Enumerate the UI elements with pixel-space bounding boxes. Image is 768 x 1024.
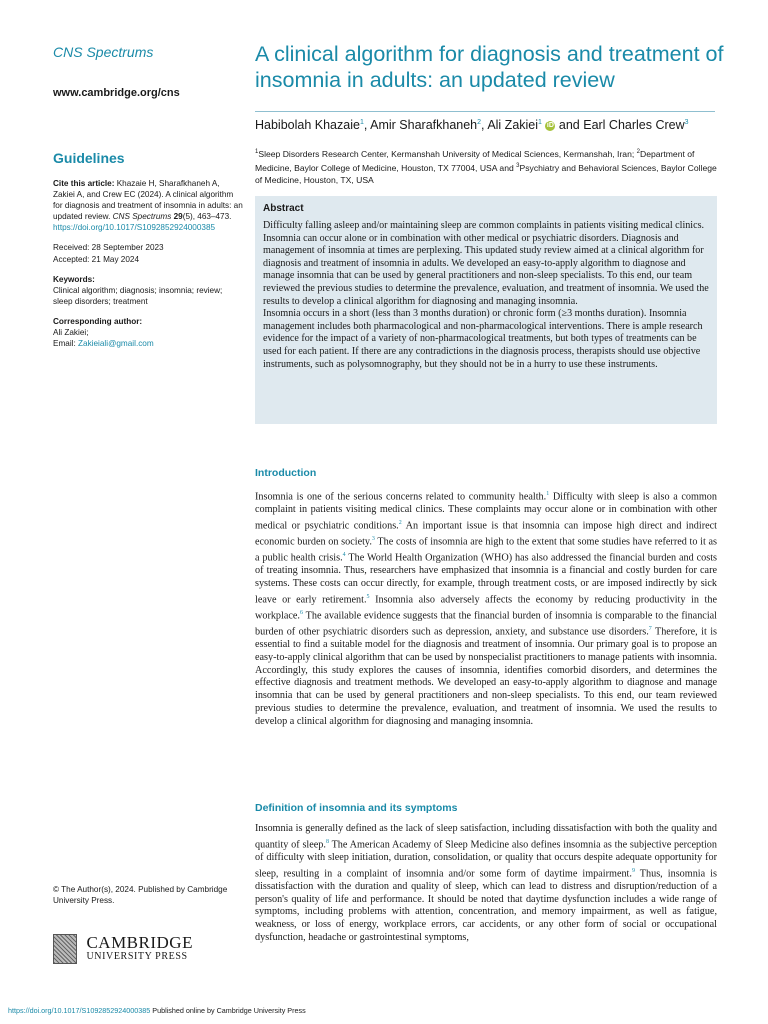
body-text: Therefore, it is essential to find a suitable model for the diagnosis and treatment of insomnia. Our primary goal is to propose an easy-to-apply clinical algorithm that can be used by nonspecialist practitioners to manage patients with insomnia. Accordingly, this study explores the causes of insomnia, identifies comorbid disorders, and determines the effective diagnosis and treatment methods. We developed an easy-to-apply algorithm to diagnose and manage insomnia that can be used by general practitioners and non-sleep specialists. To this end, our team reviewed previous studies to determine the prevalence, evaluation, and treatment of insomnia. We used the results to develop a clinical algorithm for diagnosing and managing insomnia. bbox=[255, 626, 717, 727]
cite-volume: 29 bbox=[171, 212, 183, 222]
footer-text: Published online by Cambridge University Press bbox=[150, 1006, 306, 1015]
author-name[interactable]: Earl Charles Crew bbox=[583, 118, 685, 132]
corr-name: Ali Zakiei; bbox=[53, 328, 89, 338]
citation-ref[interactable]: 3 bbox=[371, 536, 375, 543]
body-text: Insomnia is one of the serious concerns related to community health. bbox=[255, 491, 547, 503]
abstract-body bbox=[263, 220, 709, 371]
journal-url[interactable]: www.cambridge.org/cns bbox=[53, 87, 180, 99]
definition-body bbox=[255, 823, 717, 945]
citation-ref[interactable]: 7 bbox=[648, 626, 652, 633]
author-separator: , bbox=[363, 118, 371, 132]
body-text: Insomnia is generally defined as the lack of sleep satisfaction, including dissatisfaction with both the quality and quantity of sleep. bbox=[255, 823, 717, 851]
affiliations bbox=[255, 146, 717, 186]
citation-ref[interactable]: 9 bbox=[631, 867, 635, 874]
author-name[interactable]: Habibolah Khazaie bbox=[255, 118, 360, 132]
body-text: Difficulty with sleep is also a common complaint in patients visiting medical clinics. These complaints may occur alone or in combination with other medical or psychiatric conditions. bbox=[255, 491, 717, 532]
author-affil-sup: 2 bbox=[477, 118, 482, 126]
keywords-block bbox=[53, 274, 243, 307]
affil-text: Psychiatry and Behavioral Sciences, Baylor College of Medicine, Houston, TX, USA bbox=[255, 162, 717, 185]
citation-ref[interactable]: 5 bbox=[366, 593, 370, 600]
doi-link[interactable]: https://doi.org/10.1017/S1092852924000385 bbox=[53, 223, 216, 233]
author-list bbox=[255, 118, 689, 132]
body-text: The costs of insomnia are high to the extent that some studies have referred to it as a public health crisis. bbox=[255, 536, 717, 564]
affil-text: Sleep Disorders Research Center, Kermanshah University of Medical Sciences, Kermanshah, Iran; bbox=[258, 148, 637, 159]
logo-line1: CAMBRIDGE bbox=[86, 933, 193, 952]
citation-ref[interactable]: 2 bbox=[398, 519, 402, 526]
logo-wordmark bbox=[86, 934, 193, 962]
logo-line2: UNIVERSITY PRESS bbox=[86, 951, 188, 962]
author-affil-sup: 1 bbox=[359, 118, 364, 126]
crest-icon bbox=[53, 934, 77, 964]
cite-journal: CNS Spectrums bbox=[112, 212, 172, 222]
author-affil-sup: 3 bbox=[684, 118, 689, 126]
cite-label: Cite this article: bbox=[53, 179, 115, 188]
corr-label: Corresponding author: bbox=[53, 316, 143, 326]
orcid-icon[interactable]: iD bbox=[546, 121, 554, 129]
citation-ref[interactable]: 1 bbox=[546, 491, 550, 497]
definition-heading: Definition of insomnia and its symptoms bbox=[255, 802, 458, 814]
title-divider bbox=[255, 111, 715, 112]
affil-sup: 2 bbox=[636, 149, 640, 155]
abstract-paragraph: Difficulty falling asleep and/or maintaining sleep are common complaints in patients visiting medical clinics. Insomnia can occur alone or in combination with other medical or psychiatric disorders. Diagnosis and management of insomnia at times are perplexing. This updated study review aimed at a clinical algorithm for diagnosis and treatment of insomnia in adults. We developed an easy-to-apply algorithm to diagnose and manage insomnia that can be used by general practitioners and non-sleep specialists. To this end, our team reviewed the previous studies to determine the prevalence, evaluation, and treatment of insomnia. We used the results to develop a clinical algorithm for diagnosing and managing insomnia. bbox=[263, 220, 709, 307]
author-separator: and bbox=[555, 118, 584, 132]
abstract-box bbox=[255, 196, 717, 424]
page-footer bbox=[8, 1006, 306, 1015]
email-link[interactable]: Zakieiali@gmail.com bbox=[78, 339, 154, 349]
abstract-paragraph: Insomnia occurs in a short (less than 3 months duration) or chronic form (≥3 months duration). Insomnia management includes both pharmacological and non-pharmacological interventions. There is ample research evidence for the impact of a variety of non-pharmacological treatments, but both types of treatments can be used for each patient. If there are any contradictions in the diagnosis process, therapists should use objective instruments, such as polysomnography, but they should not be in a hurry to use these instruments. bbox=[263, 308, 703, 370]
affil-sup: 3 bbox=[516, 162, 520, 169]
body-text: Thus, insomnia is dissatisfaction with the duration and quality of sleep, which can lead to distress and disruption/reduction of a person's quality of life and performance. It should be noted that daytime dysfunction includes a wide range of symptoms, including problems with attention, concentration, and memory impairment, as well as fatigue, weakness, or loss of energy, workplace errors, car accidents, or any other form of social or occupational dysfunction, headache or gastrointestinal symptoms, bbox=[255, 868, 717, 943]
citation-ref[interactable]: 4 bbox=[342, 552, 346, 559]
journal-name: CNS Spectrums bbox=[53, 44, 154, 60]
body-text: Insomnia also adversely affects the economy by reducing productivity in the workplace. bbox=[255, 594, 718, 622]
affil-text: Department of Medicine, Baylor College of Medicine, Houston, TX 77004, USA and bbox=[255, 148, 695, 173]
body-text: The American Academy of Sleep Medicine also defines insomnia as the subjective perception of difficulty with sleep initiation, duration, consolidation, or quality that occurs despite adequate opportunity for sleep, resulting in a complaint of insomnia and/or some form of daytime impairment. bbox=[255, 839, 717, 880]
keywords-label: Keywords: bbox=[53, 274, 95, 284]
citation-ref[interactable]: 8 bbox=[325, 838, 329, 845]
cite-text: Khazaie H, Sharafkhaneh A, Zakiei A, and Crew EC (2024). A clinical algorithm for diagnosis and treatment of insomnia in adults: an updated review. bbox=[53, 179, 243, 222]
body-text: The World Health Organization (WHO) has also addressed the financial burden and costs of treating insomnia. Thus, researchers have emphasized that insomnia is a financial and costly burden for care systems. These costs can occur directly, for example, through treatment costs, or are imposed indirectly by sick leave or early retirement. bbox=[255, 552, 717, 606]
introduction-heading: Introduction bbox=[255, 467, 317, 479]
cambridge-logo bbox=[53, 934, 253, 964]
copyright-notice: © The Author(s), 2024. Published by Cambridge University Press. bbox=[53, 885, 228, 905]
cite-pages: (5), 463–473. bbox=[182, 212, 232, 222]
author-name[interactable]: Amir Sharafkhaneh bbox=[370, 118, 478, 132]
received-date: Received: 28 September 2023 bbox=[53, 243, 164, 253]
introduction-body bbox=[255, 488, 717, 728]
abstract-heading: Abstract bbox=[263, 203, 304, 214]
citation-block bbox=[53, 178, 243, 233]
body-text: An important issue is that insomnia can impose high direct and indirect economic burden on society. bbox=[255, 520, 717, 548]
author-name[interactable]: Ali Zakiei bbox=[487, 118, 539, 132]
article-title: A clinical algorithm for diagnosis and treatment of insomnia in adults: an updated review bbox=[255, 42, 724, 92]
corresponding-block bbox=[53, 316, 243, 349]
email-label: Email: bbox=[53, 339, 79, 349]
dates-block bbox=[53, 242, 243, 264]
author-separator: , bbox=[481, 118, 488, 132]
affil-sup: 1 bbox=[255, 149, 259, 155]
keywords-text: Clinical algorithm; diagnosis; insomnia; review; sleep disorders; treatment bbox=[53, 285, 223, 306]
sidebar-info bbox=[53, 178, 243, 358]
article-type: Guidelines bbox=[53, 150, 125, 166]
accepted-date: Accepted: 21 May 2024 bbox=[53, 254, 140, 264]
footer-doi-link[interactable]: https://doi.org/10.1017/S1092852924000385 bbox=[8, 1006, 151, 1015]
citation-ref[interactable]: 6 bbox=[299, 609, 303, 616]
author-affil-sup: 1 bbox=[538, 118, 542, 126]
body-text: The available evidence suggests that the financial burden of insomnia is comparable to the financial burden of other psychiatric disorders such as depression, anxiety, and substance use disorders. bbox=[255, 610, 717, 638]
